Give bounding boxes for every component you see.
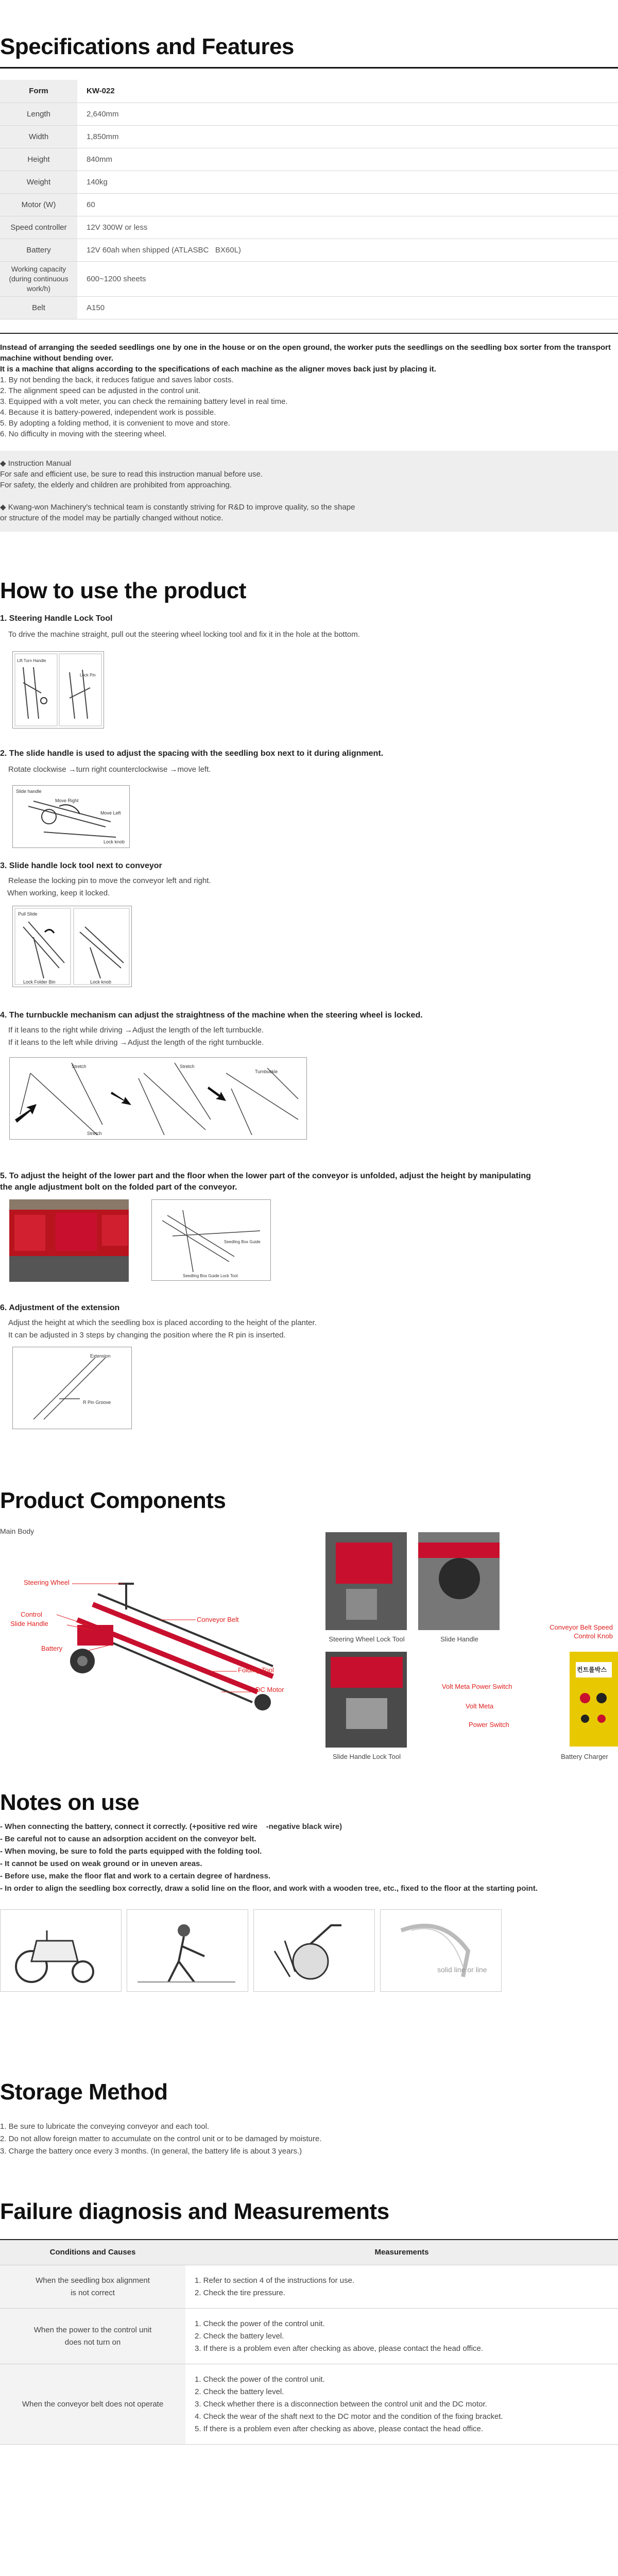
step-3-line-1: Release the locking pin to move the conveyor left and right. [8,876,211,885]
header-measurements: Measurements [185,2240,618,2265]
failure-row [0,2364,618,2445]
step-6-line-2: It can be adjusted in 3 steps by changing the position where the R pin is inserted. [8,1330,286,1340]
label-stretch-3: Stretch [87,1130,102,1136]
label-volt-meta-power-switch: Volt Meta Power Switch [442,1682,512,1690]
label-folding-tool: Folding Tool [238,1666,274,1674]
step-1 [0,613,618,748]
notice-line-1: For safe and efficient use, be sure to read this instruction manual before use. [0,469,263,479]
spec-key: Belt [0,296,77,319]
spec-row [0,148,618,171]
solid-line-drawing [381,1910,501,1991]
photo-steering-lock-drawing [325,1532,407,1630]
storage-item: 3. Charge the battery once every 3 months. (In general, the battery life is about 3 years.) [0,2146,302,2156]
step-4-line-1: If it leans to the right while driving →Adjust the length of the left turnbuckle. [8,1025,264,1035]
step-5-photo [9,1199,129,1282]
spec-value: 12V 300W or less [77,216,618,239]
spec-key: Form [0,80,77,103]
step-4-line-2: If it leans to the left while driving →Adjust the length of the right turnbuckle. [8,1038,264,1047]
storage-section-header [0,1992,618,2110]
spec-value: 1,850mm [77,125,618,148]
caption-battery-charger: Battery Charger [561,1752,608,1760]
intro-bold-2: It is a machine that aligns according to the specifications of each machine as the aligner moves back just by placing it. [0,364,436,374]
step-5-figures [9,1199,618,1282]
step-3 [0,860,618,1010]
failure-measures [185,2309,618,2364]
label-move-left: Move Left [100,810,121,816]
spec-value: A150 [77,296,618,319]
step-6-figure [12,1347,132,1429]
step-5-title: 5. To adjust the height of the lower part and the floor when the lower part of the conveyor is unfolded, adjust the height by manipulating the angle adjustment bolt on the folded part of the conveyor. [0,1171,531,1192]
spec-section-header [0,0,618,67]
illustration-solid-line [380,1909,502,1992]
step-3-line-2: When working, keep it locked. [7,888,110,897]
photo-slide-handle-drawing [418,1532,500,1630]
step-1-drawing [13,652,104,728]
label-lock-knob: Lock knob [104,839,125,844]
failure-table [0,2239,618,2445]
charger-panel-text: 컨트롤박스 [577,1666,607,1673]
intro-block [0,334,618,439]
measure-item: 2. Check the tire pressure. [195,2288,285,2297]
failure-cause: When the conveyor belt does not operate [0,2364,185,2445]
label-stretch-1: Stretch [72,1063,87,1069]
step-2-figure [12,785,130,848]
label-speed-knob: Conveyor Belt Speed Control Knob [550,1623,613,1640]
failure-cause: When the seedling box alignment is not correct [0,2265,185,2309]
storage-title: Storage Method [0,2079,168,2105]
header-conditions: Conditions and Causes [0,2240,185,2265]
label-slide-handle-body: Slide Handle [10,1619,48,1628]
main-body-drawing [15,1563,304,1718]
step-5-figure [151,1199,271,1281]
label-stretch-2: Stretch [180,1063,195,1069]
label-move-right: Move Right [55,798,79,803]
tractor-drawing [1,1910,121,1991]
failure-section-header [0,2158,618,2230]
step-1-line-1: To drive the machine straight, pull out the steering wheel locking tool and fix it in the hole at the bottom. [8,630,360,639]
spec-row [0,239,618,261]
photo-steering-wheel-lock-tool [325,1532,407,1630]
spec-key: Motor (W) [0,193,77,216]
label-control: Control [21,1610,42,1618]
spec-key: Speed controller [0,216,77,239]
step-4-title: 4. The turnbuckle mechanism can adjust the straightness of the machine when the steering wheel is locked. [0,1010,423,1020]
label-lock-folder-bin: Lock Folder Bin [23,979,56,985]
label-r-pin-groove: R Pin Groove [83,1399,111,1405]
spacer [0,2445,618,2458]
note-item: - In order to align the seedling box correctly, draw a solid line on the floor, and work with a wooden tree, etc., fixed to the floor at the starting point. [0,1884,538,1893]
label-lock-knob-2: Lock knob [90,979,112,985]
spacer [0,490,618,502]
step-4-figure [9,1057,307,1140]
tech-line-1: ◆ Kwang-won Machinery's technical team is constantly striving for R&D to improve quality, so the shape [0,502,355,512]
note-item: - Be careful not to cause an adsorption accident on the conveyor belt. [0,1834,256,1843]
label-power-switch: Power Switch [469,1720,509,1728]
label-lock-pin: Lock Pin [80,672,96,677]
measure-item: 5. If there is a problem even after checking as above, please contact the head office. [195,2424,484,2433]
spec-row [0,261,618,296]
spec-value: 140kg [77,171,618,193]
label-solid-line: solid line or line [437,1965,487,1974]
spec-value: 840mm [77,148,618,171]
label-turnbuckle: Turnbuckle [255,1069,278,1074]
components-subtitle: Main Body [0,1527,35,1535]
components-area [0,1532,618,1760]
spec-row [0,216,618,239]
feature-item: 3. Equipped with a volt meter, you can check the remaining battery level in real time. [0,397,288,406]
failure-row [0,2309,618,2364]
measure-item: 1. Check the power of the control unit. [195,2375,325,2384]
measure-item: 2. Check the battery level. [195,2387,284,2396]
storage-item: 1. Be sure to lubricate the conveying conveyor and each tool. [0,2122,210,2131]
feature-item: 1. By not bending the back, it reduces fatigue and saves labor costs. [0,375,234,384]
failure-row [0,2265,618,2309]
step-6-drawing [13,1347,131,1429]
notes-section-header [0,1754,618,1821]
step-6-title: 6. Adjustment of the extension [0,1303,120,1312]
step-4 [0,1010,618,1171]
storage-item: 2. Do not allow foreign matter to accumulate on the control unit or to be damaged by moisture. [0,2134,322,2143]
note-item: - It cannot be used on weak ground or in uneven areas. [0,1859,202,1868]
step-5 [0,1171,618,1302]
notice-heading: ◆ Instruction Manual [0,459,72,468]
label-steering-wheel: Steering Wheel [24,1578,70,1586]
spec-row [0,103,618,125]
notes-illustrations [0,1909,618,1992]
spec-row [0,296,618,319]
step-2-title: 2. The slide handle is used to adjust the spacing with the seedling box next to it during alignment. [0,749,384,758]
intro-bold-1: Instead of arranging the seeded seedlings one by one in the house or on the open ground, the worker puts the seedlings on the seedling box sorter from the transport machine without bending over. [0,343,611,363]
label-seedling-box-guide: Seedling Box Guide [224,1239,261,1244]
step-5-photo-drawing [9,1199,129,1282]
photo-slide-lock-drawing [325,1652,407,1748]
spec-row [0,80,618,103]
feature-item: 6. No difficulty in moving with the steering wheel. [0,429,167,438]
label-dc-motor: DC Motor [255,1685,284,1693]
feature-item: 2. The alignment speed can be adjusted in the control unit. [0,386,201,395]
caption-slide-handle-lock-tool: Slide Handle Lock Tool [332,1752,401,1760]
caption-steering-wheel-lock-tool: Steering Wheel Lock Tool [329,1635,405,1643]
spacer [0,69,618,80]
label-volt-meta: Volt Meta [466,1702,494,1710]
label-seedling-box-guide-lock-tool: Seedling Box Guide Lock Tool [183,1273,238,1278]
spec-title: Specifications and Features [0,34,294,59]
spec-value: 2,640mm [77,103,618,125]
notice-line-2: For safety, the elderly and children are prohibited from approaching. [0,480,232,489]
feature-list [0,375,618,439]
step-2-drawing [13,786,129,848]
feature-item: 5. By adopting a folding method, it is convenient to move and store. [0,418,230,428]
step-3-title: 3. Slide handle lock tool next to conveyor [0,861,162,870]
note-item: - Before use, make the floor flat and work to a certain degree of hardness. [0,1871,271,1880]
illustration-tractor [0,1909,122,1992]
step-3-drawing [13,906,131,987]
spec-key: Length [0,103,77,125]
failure-cause: When the power to the control unit does not turn on [0,2309,185,2364]
howto-title: How to use the product [0,578,246,603]
spec-value: 12V 60ah when shipped (ATLASBC BX60L) [77,239,618,261]
measure-item: 1. Refer to section 4 of the instructions for use. [195,2276,355,2285]
failure-header-row [0,2240,618,2265]
components-section-header [0,1431,618,1535]
step-6 [0,1302,618,1431]
photo-battery-charger [570,1652,618,1747]
step-1-title: 1. Steering Handle Lock Tool [0,614,113,623]
step-6-line-1: Adjust the height at which the seedling box is placed according to the height of the planter. [8,1318,317,1327]
spec-key: Width [0,125,77,148]
spec-key: Working capacity (during continuous work/h) [0,261,77,296]
roller-drawing [254,1910,374,1991]
tech-line-2: or structure of the model may be partially changed without notice. [0,513,224,522]
photo-slide-handle-lock-tool [325,1652,407,1748]
spec-value: 600~1200 sheets [77,261,618,296]
illustration-roller [253,1909,375,1992]
measure-item: 4. Check the wear of the shaft next to the DC motor and the condition of the fixing bracket. [195,2412,503,2421]
howto-section-header [0,532,618,613]
components-title: Product Components [0,1487,226,1513]
spec-row [0,171,618,193]
photo-slide-handle [418,1532,500,1630]
notice-box [0,451,618,532]
label-conveyor-belt: Conveyor Belt [197,1615,239,1623]
spec-key: Height [0,148,77,171]
feature-item: 4. Because it is battery-powered, independent work is possible. [0,408,216,417]
spec-value: KW-022 [77,80,618,103]
failure-measures [185,2265,618,2309]
measure-item: 2. Check the battery level. [195,2331,284,2341]
spacer [0,2230,618,2239]
spec-value: 60 [77,193,618,216]
spec-key: Weight [0,171,77,193]
worker-drawing [127,1910,248,1991]
label-lift-turn-handle: Lift Turn Handle [17,658,46,663]
spec-row [0,125,618,148]
step-2-line-1: Rotate clockwise →turn right counterclockwise →move left. [8,765,211,774]
notes-list [0,1821,618,1895]
measure-item: 1. Check the power of the control unit. [195,2319,325,2328]
step-2 [0,748,618,860]
storage-list [0,2121,618,2158]
spec-key: Battery [0,239,77,261]
illustration-worker [127,1909,248,1992]
failure-measures [185,2364,618,2445]
spec-table [0,80,618,319]
label-pull-slide: Pull Slide [18,911,38,917]
note-item: - When moving, be sure to fold the parts equipped with the folding tool. [0,1846,262,1856]
failure-title: Failure diagnosis and Measurements [0,2198,389,2224]
caption-slide-handle: Slide Handle [440,1635,478,1643]
notes-title: Notes on use [0,1789,140,1815]
step-3-figure [12,906,132,987]
label-extension: Extension [90,1353,111,1359]
label-slide-handle: Slide handle [16,788,42,794]
label-battery: Battery [41,1644,63,1652]
step-1-figure [12,651,104,728]
spec-row [0,193,618,216]
step-4-drawing [10,1058,306,1139]
step-5-drawing [152,1200,270,1280]
measure-item: 3. Check whether there is a disconnection between the control unit and the DC motor. [195,2399,487,2409]
measure-item: 3. If there is a problem even after checking as above, please contact the head office. [195,2344,484,2353]
note-item: - When connecting the battery, connect it correctly. (+positive red wire -negative black wire) [0,1822,342,1831]
